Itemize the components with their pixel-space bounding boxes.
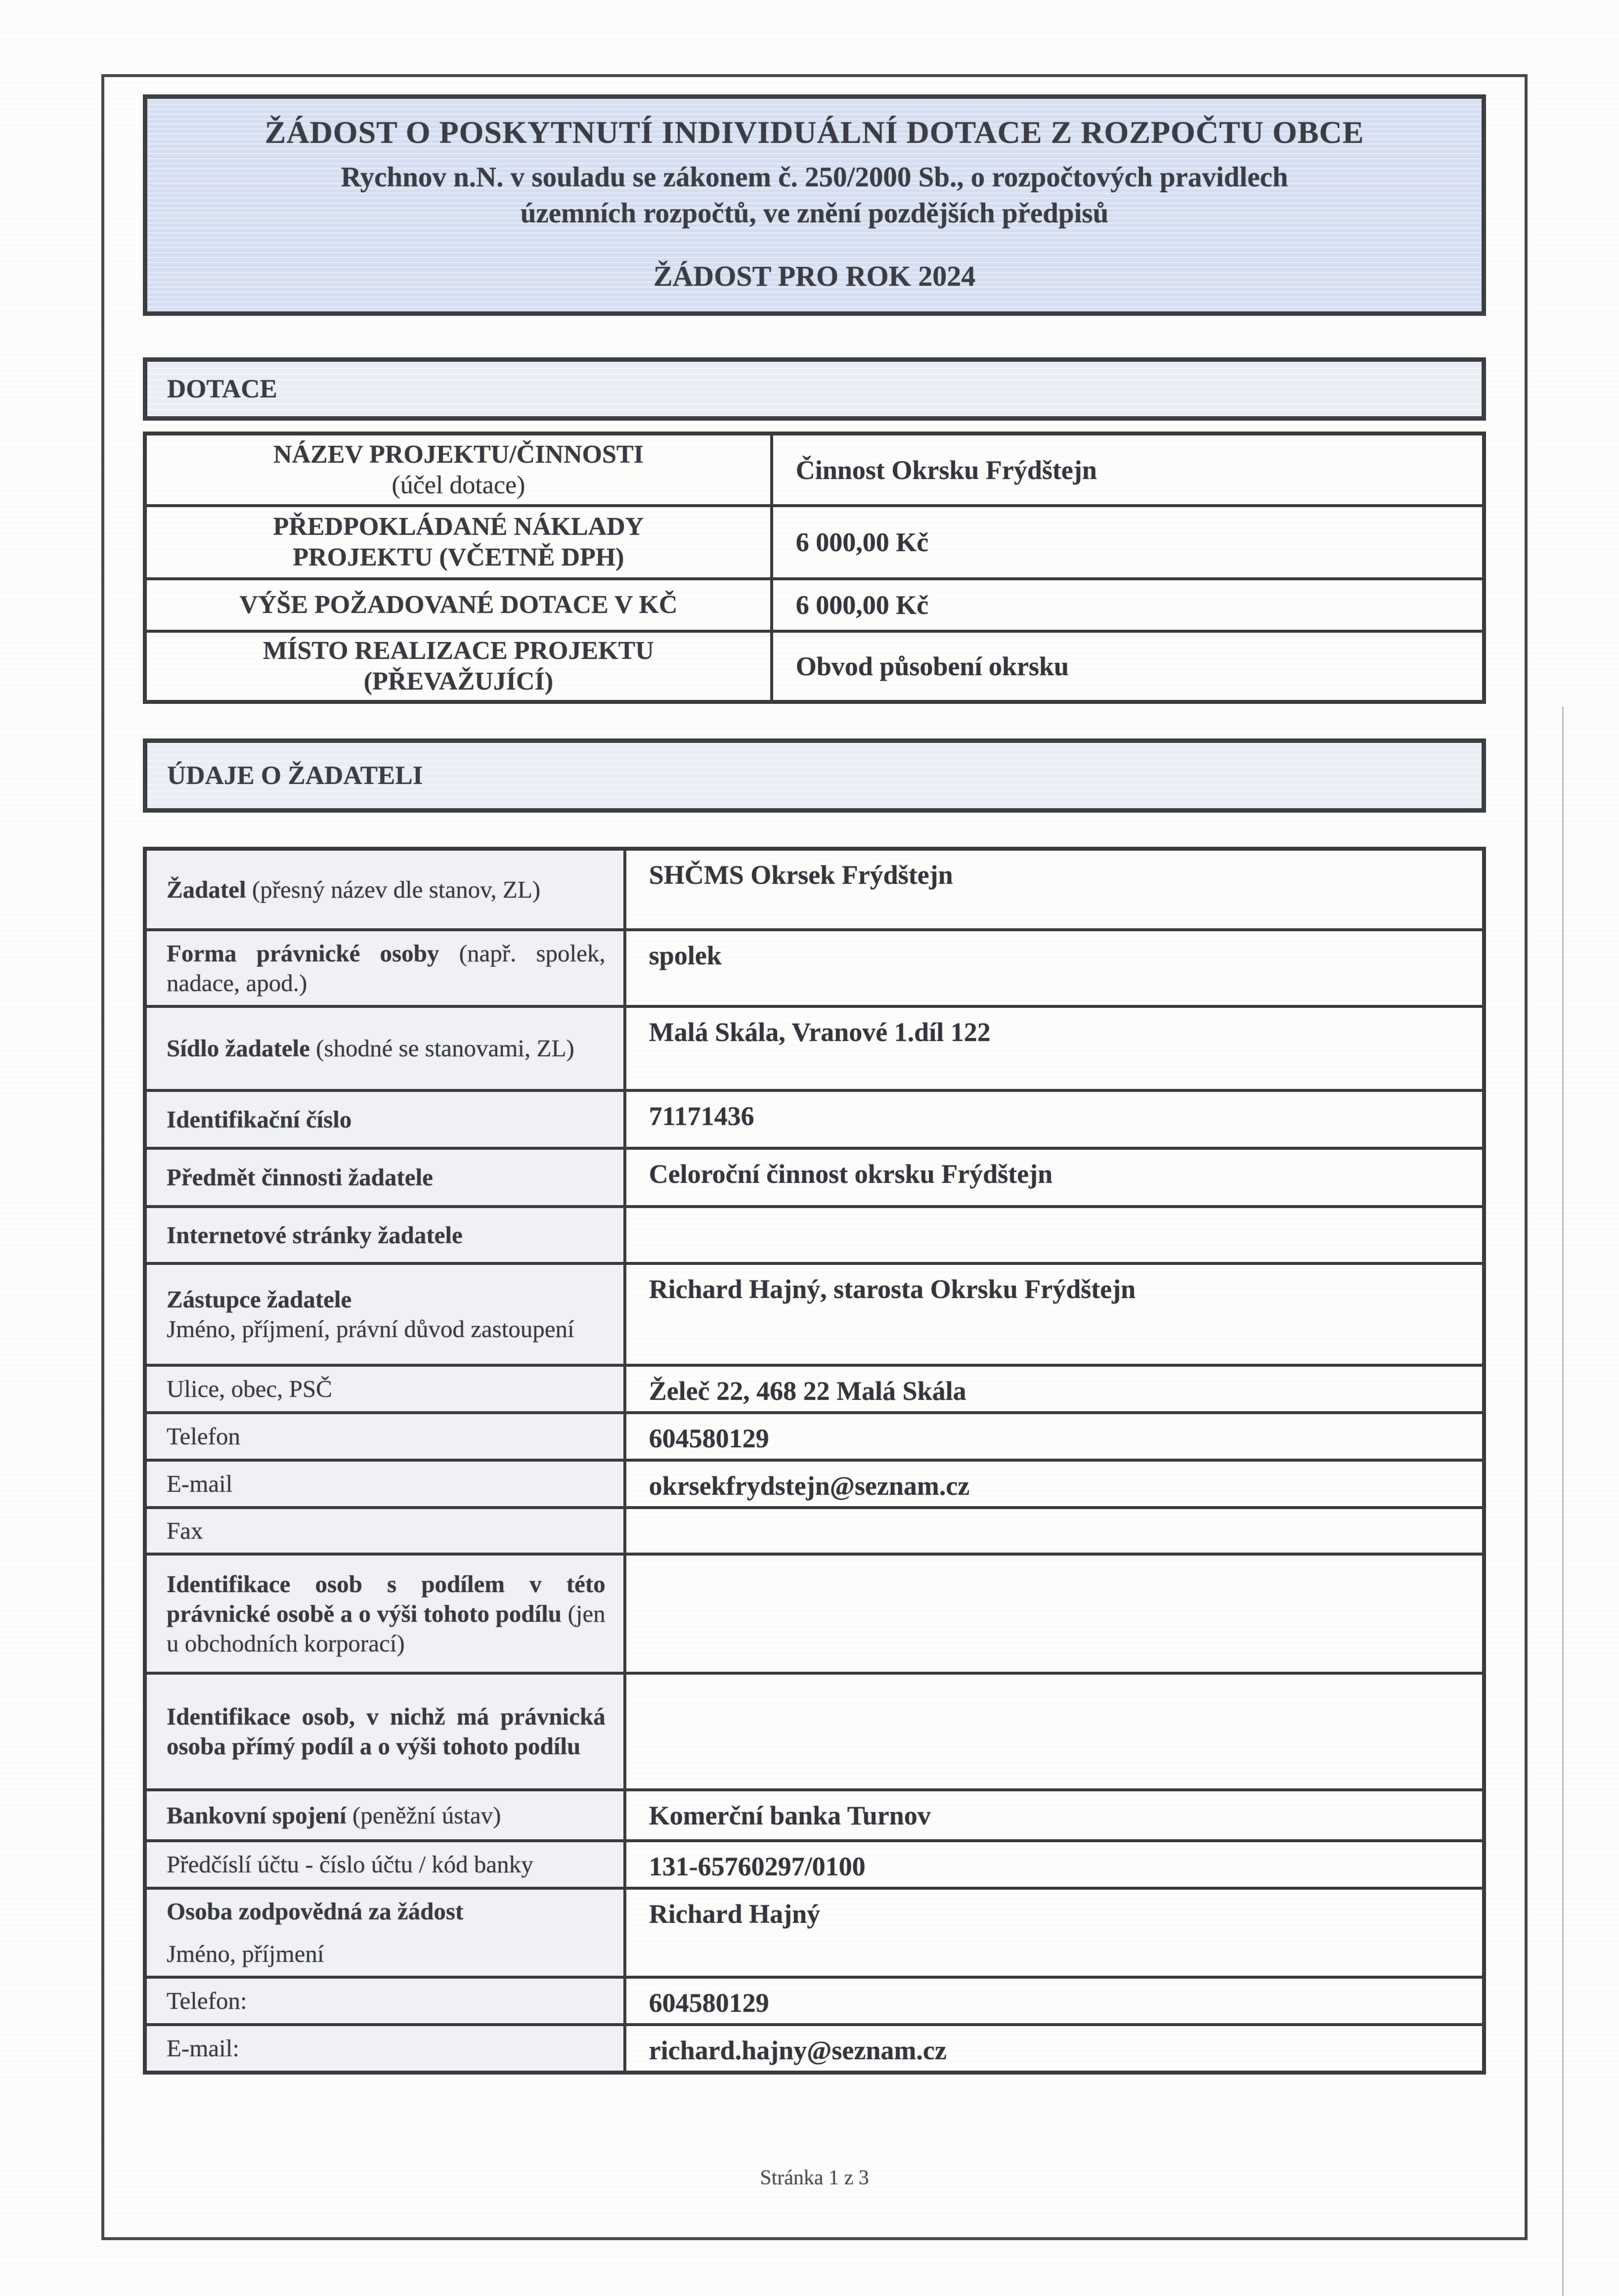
row-value: 604580129 (649, 1988, 769, 2018)
row-label (147, 1414, 626, 1459)
row-label-normal: E-mail: (167, 2035, 239, 2062)
website-row (147, 1205, 1482, 1262)
row-value: okrsekfrydstejn@seznam.cz (649, 1471, 970, 1501)
row-value (626, 1208, 1482, 1262)
row-value (626, 1675, 1482, 1788)
legal-form-row (147, 928, 1482, 1005)
row-label-main: MÍSTO REALIZACE PROJEKTU (263, 637, 654, 665)
row-label (147, 1367, 626, 1411)
row-value: Obvod působení okrsku (795, 651, 1069, 682)
row-value: Celoroční činnost okrsku Frýdštejn (649, 1159, 1053, 1189)
row-label (147, 435, 773, 504)
row-value: 604580129 (649, 1424, 769, 1454)
row-label-normal: (peněžní ústav) (352, 1801, 501, 1829)
row-label (147, 633, 773, 700)
identification-number-row (147, 1089, 1482, 1147)
row-label-sub: (PŘEVAŽUJÍCÍ) (363, 667, 554, 696)
row-value: 6 000,00 Kč (795, 590, 929, 620)
shareholders-identification-row (147, 1553, 1482, 1672)
project-name-row (147, 435, 1482, 504)
account-number-row (147, 1839, 1482, 1887)
row-label (147, 1008, 626, 1089)
row-value: Malá Skála, Vranové 1.díl 122 (649, 1017, 991, 1047)
form-subtitle-line1: Rychnov n.N. v souladu se zákonem č. 250/2000 Sb., o rozpočtových pravidlech (341, 162, 1288, 193)
scanner-edge-artifact (1562, 707, 1564, 2296)
row-label (147, 1675, 626, 1788)
form-title-box (143, 94, 1486, 316)
form-subtitle-line2: územních rozpočtů, ve znění pozdějších předpisů (520, 198, 1109, 229)
row-value (626, 1509, 1482, 1553)
responsible-email-row (147, 2023, 1482, 2071)
row-label-bold: Sídlo žadatele (167, 1035, 310, 1062)
page-border-frame (101, 74, 1528, 2240)
row-label-normal: Ulice, obec, PSČ (167, 1375, 332, 1403)
row-label (147, 1150, 626, 1205)
row-label-sub: Jméno, příjmení, právní důvod zastoupení (167, 1315, 574, 1343)
row-label-normal: (přesný název dle stanov, ZL) (252, 875, 541, 903)
row-label-main: PŘEDPOKLÁDANÉ NÁKLADY PROJEKTU (VČETNĚ DPH) (273, 513, 644, 572)
phone-row (147, 1411, 1482, 1459)
row-value: 6 000,00 Kč (795, 527, 929, 558)
row-label (147, 1265, 626, 1364)
row-label (147, 507, 773, 577)
row-label-bold: Předmět činnosti žadatele (167, 1164, 433, 1191)
row-label-normal: Předčíslí účtu - číslo účtu / kód banky (167, 1851, 533, 1878)
section-heading-zadatel: ÚDAJE O ŽADATELI (143, 738, 1486, 813)
row-value: Želeč 22, 468 22 Malá Skála (649, 1376, 966, 1406)
row-value: SHČMS Okrsek Frýdštejn (649, 860, 953, 890)
representative-row (147, 1262, 1482, 1364)
row-label-bold: Identifikace osob, v nichž má právnická osoba přímý podíl a o výši tohoto podílu (167, 1703, 606, 1760)
realization-place-row (147, 630, 1482, 700)
row-label (147, 1208, 626, 1262)
row-value (626, 1556, 1482, 1672)
applicant-name-row (147, 851, 1482, 928)
estimated-costs-row (147, 504, 1482, 577)
row-label (147, 1556, 626, 1672)
row-value: spolek (649, 941, 722, 971)
bank-row (147, 1788, 1482, 1839)
fax-row (147, 1506, 1482, 1553)
row-label (147, 1890, 626, 1976)
activity-subject-row (147, 1147, 1482, 1205)
row-value: Richard Hajný (649, 1899, 821, 1929)
row-label-normal: Telefon (167, 1423, 240, 1450)
street-city-zip-row (147, 1364, 1482, 1411)
row-value: richard.hajny@seznam.cz (649, 2036, 947, 2066)
responsible-person-row (147, 1887, 1482, 1976)
row-label-bold: Žadatel (167, 875, 246, 903)
row-label-normal: (jen u obchodních korporací) (167, 1600, 606, 1657)
row-value: 71171436 (649, 1101, 754, 1131)
row-label (147, 2026, 626, 2071)
row-label-normal: Telefon: (167, 1987, 247, 2015)
row-label (147, 851, 626, 928)
row-label-bold: Identifikační číslo (167, 1105, 352, 1133)
zadatel-table (143, 847, 1486, 2075)
row-label-normal: E-mail (167, 1470, 233, 1498)
registered-address-row (147, 1005, 1482, 1089)
row-label-normal: (např. spolek, nadace, apod.) (167, 939, 606, 996)
row-label (147, 931, 626, 1005)
row-label-bold: Internetové stránky žadatele (167, 1221, 463, 1249)
row-label (147, 1092, 626, 1147)
section-heading-dotace: DOTACE (143, 357, 1486, 421)
row-label-bold: Bankovní spojení (167, 1801, 347, 1829)
row-label-bold: Zástupce žadatele (167, 1286, 352, 1313)
row-label-bold: Identifikace osob s podílem v této právnické osobě a o výši tohoto podílu (167, 1570, 606, 1627)
form-title: ŽÁDOST O POSKYTNUTÍ INDIVIDUÁLNÍ DOTACE Z ROZPOČTU OBCE (264, 115, 1364, 150)
responsible-phone-row (147, 1976, 1482, 2023)
row-value: Richard Hajný, starosta Okrsku Frýdštejn (649, 1274, 1136, 1304)
row-label-bold: Osoba zodpovědná za žádost (167, 1898, 464, 1925)
row-label-sub: (účel dotace) (392, 471, 525, 499)
row-label-sub: Jméno, příjmení (167, 1940, 324, 1968)
row-label (147, 1509, 626, 1553)
row-label-main: VÝŠE POŽADOVANÉ DOTACE V KČ (239, 591, 678, 619)
row-label (147, 1979, 626, 2023)
row-label-bold: Forma právnické osoby (167, 939, 439, 967)
row-value: 131-65760297/0100 (649, 1852, 866, 1882)
row-value: Komerční banka Turnov (649, 1801, 931, 1831)
row-label (147, 1462, 626, 1506)
row-label-main: NÁZEV PROJEKTU/ČINNOSTI (273, 440, 644, 469)
dotace-table (143, 432, 1486, 704)
row-value: Činnost Okrsku Frýdštejn (795, 455, 1097, 485)
form-year-title: ŽÁDOST PRO ROK 2024 (653, 260, 976, 293)
page-number: Stránka 1 z 3 (760, 2166, 869, 2190)
row-label (147, 1842, 626, 1887)
requested-amount-row (147, 577, 1482, 630)
row-label-normal: (shodné se stanovami, ZL) (316, 1035, 574, 1062)
email-row (147, 1459, 1482, 1506)
row-label-normal: Fax (167, 1517, 203, 1545)
row-label (147, 580, 773, 630)
subsidiaries-identification-row (147, 1672, 1482, 1788)
row-label (147, 1791, 626, 1839)
